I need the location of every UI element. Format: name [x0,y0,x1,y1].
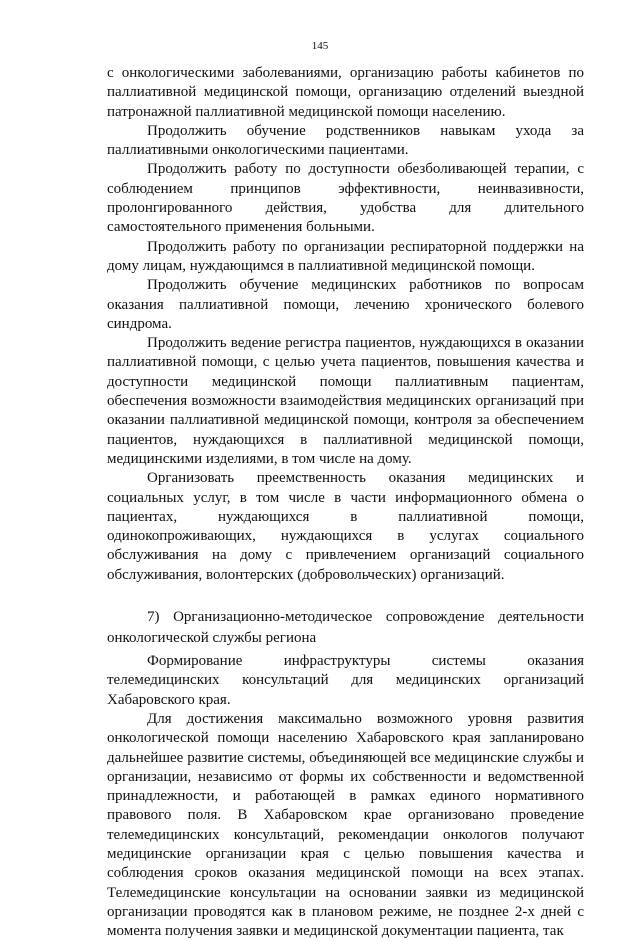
paragraph-relatives-training: Продолжить обучение родственников навыкам ухода за паллиативными онкологическими пациентами. [107,122,584,159]
paragraph-telemedicine-infrastructure: Формирование инфраструктуры системы оказания телемедицинских консультаций для медицинских организаций Хабаровского края. [107,653,584,708]
paragraph-oncology-development: Для достижения максимально возможного уровня развития онкологической помощи населению Хабаровского края запланировано дальнейшее развитие системы, объединяющей все медицинские службы и организации, независимо от формы их собственности и ведомственной принадлежности, и работающей в рамках единого нормативного правового поля. В Хабаровском крае организовано проведение телемедицинских консультаций, рекомендации онкологов получают медицинские организации края с целью повышения качества и соблюдения сроков оказания медицинской помощи на всех этапах. Телемедицинские консультации на основании заявки из медицинской организации проводятся как в плановом режиме, не позднее 2-х дней с момента получения заявки и медицинской документации пациента, так [107,710,584,940]
paragraph-staff-training: Продолжить обучение медицинских работников по вопросам оказания паллиативной помощи, лечению хронического болевого синдрома. [107,277,584,332]
paragraph-social-services: Организовать преемственность оказания медицинских и социальных услуг, в том числе в части информационного обмена о пациентах, нуждающихся в паллиативной помощи, одинокопроживающих, нуждающихся в услугах социального обслуживания на дому с привлечением организаций социального обслуживания, волонтерских (добровольческих) организаций. [107,470,584,583]
paragraph-pain-therapy: Продолжить работу по доступности обезболивающей терапии, с соблюдением принципов эффективности, неинвазивности, пролонгированного действия, удобства для длительного самостоятельного применения больными. [107,161,584,236]
paragraph-respiratory-support: Продолжить работу по организации респираторной поддержки на дому лицам, нуждающимся в паллиативной медицинской помощи. [107,238,584,274]
section-heading: 7) Организационно-методическое сопровождение деятельности онкологической службы региона [107,609,584,647]
page-number: 145 [311,40,329,52]
paragraph-continuation: с онкологическими заболеваниями, организацию работы кабинетов по паллиативной медицинской помощи, организацию отделений выездной патронажной паллиативной медицинской помощи населению. [107,65,584,120]
paragraph-patient-registry: Продолжить ведение регистра пациентов, нуждающихся в оказании паллиативной помощи, с целью учета пациентов, повышения качества и доступности медицинской помощи паллиативным пациентам, обеспечения возможности взаимодействия медицинских организаций при оказании паллиативной медицинской помощи, контроля за обеспечением пациентов, нуждающихся в паллиативной медицинской помощи, медицинскими изделиями, в том числе на дому. [107,335,584,467]
document-body [107,64,584,941]
